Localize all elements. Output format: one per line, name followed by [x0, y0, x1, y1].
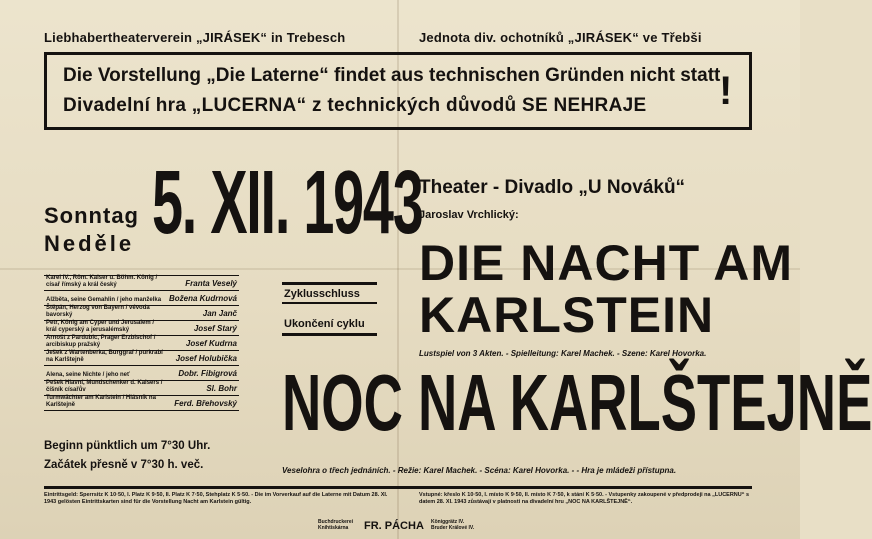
cast-actor: Božena Kudrnová	[168, 294, 237, 303]
cast-row	[44, 275, 239, 290]
cast-role: Alžběta, seine Gemahlin / jeho manželka	[46, 296, 162, 303]
performance-date: 5. XII. 1943	[152, 153, 423, 253]
printer-name: FR. PÁCHA	[364, 520, 424, 532]
header-left: Liebhabertheaterverein „JIRÁSEK“ in Trebesch	[44, 30, 346, 45]
day-czech: Neděle	[44, 231, 135, 256]
cast-actor: Josef Starý	[193, 324, 237, 333]
theater-name: Theater - Divadlo „U Nováků“	[419, 177, 686, 198]
begin-time-czech: Začátek přesně v 7°30 h. več.	[44, 459, 204, 471]
cast-actor: Dobr. Fibigrová	[178, 369, 237, 378]
play-title-german-2: KARLSTEIN	[419, 287, 715, 343]
cast-actor: Josef Kudrna	[185, 339, 237, 348]
printer-city-1: Königgrätz IV.	[431, 519, 465, 525]
cast-role: Alena, seine Nichte / jeho neť	[46, 371, 130, 378]
credits-czech: Veselohra o třech jednáních. - Režie: Karel Machek. - Scéna: Karel Hovorka. - - Hra je mládeži přístupna.	[282, 466, 677, 475]
cycle-rule-top	[282, 282, 377, 285]
author: Jaroslav Vrchlický:	[419, 209, 519, 221]
printer-label-2: Knihtiskárna	[318, 525, 349, 531]
exclamation-mark: !	[719, 69, 733, 113]
notice-czech: Divadelní hra „LUCERNA“ z technických důvodů SE NEHRAJE	[63, 95, 647, 116]
cast-actor: Franta Veselý	[185, 279, 237, 288]
cycle-end-german: Zyklusschluss	[284, 288, 360, 300]
header-right: Jednota div. ochotníků „JIRÁSEK“ ve Třebši	[419, 30, 702, 45]
footer-rule	[44, 486, 752, 489]
cast-row	[44, 320, 239, 335]
ticket-prices-czech: Vstupné: křeslo K 10·50, I. místo K 9·50, II. místo K 7·50, k stání K 5·50. - Vstupenky zakoupené v předprodeji na „LUCERNU“ s datem 28. XI. 1943 zůstávají v platnosti na divadelní hru „NOC NA KARLŠTEJNĚ“.	[419, 492, 750, 505]
cast-role: Petr, König am Cyper und Jerusalem / král cyperský a jerusalémský	[46, 320, 155, 333]
cycle-end-czech: Ukončení cyklu	[284, 318, 365, 330]
cast-list	[44, 275, 239, 411]
cast-row	[44, 395, 239, 410]
ticket-prices-german: Eintrittsgeld: Sperrsitz K 10·50, I. Platz K 9·50, II. Platz K 7·50, Stehplatz K 5·50. - Die im Vorverkauf auf die Laterne mit Datum 28. XI. 1943 gelösten Eintrittskarten sind für die Vorstellung Nacht am Karlstein gültig.	[44, 492, 388, 505]
cast-role: Karel IV., Röm. Kaiser u. Böhm. König / císař římský a král český	[46, 275, 158, 288]
cast-actor: Jan Janč	[202, 309, 237, 318]
begin-time-german: Beginn pünktlich um 7°30 Uhr.	[44, 440, 211, 452]
cast-actor: Josef Holubička	[175, 354, 237, 363]
cycle-rule-bottom	[282, 333, 377, 336]
cast-role: Ješek z Wartenberka, Burggraf / purkrabí na Karlštejně	[46, 350, 163, 363]
cast-role: Pešek Hlavní, Mundschenker d. Kaisers / číšník císařův	[46, 380, 163, 393]
printer-label-1: Buchdruckerei	[318, 519, 354, 525]
cast-row	[44, 335, 239, 350]
cast-actor: Ferd. Břehovský	[174, 399, 237, 408]
cast-actor: Sl. Bohr	[206, 384, 237, 393]
cast-row	[44, 380, 239, 395]
cycle-rule-mid	[282, 302, 377, 304]
cast-role: Štěpán, Herzog von Bayern / vévoda bavorský	[46, 305, 150, 318]
cast-row	[44, 305, 239, 320]
cast-role: Turmwächter am Karlstein / Hlásník na Karlštejně	[46, 395, 156, 408]
cast-row	[44, 290, 239, 305]
notice-german: Die Vorstellung „Die Laterne“ findet aus technischen Gründen nicht statt	[63, 65, 721, 86]
printer-city-2: Bruder Králové IV.	[431, 525, 475, 531]
day-german: Sonntag	[44, 203, 139, 228]
cast-row	[44, 365, 239, 380]
play-title-czech: NOC NA KARLŠTEJNĚ	[282, 358, 872, 447]
credits-german: Lustspiel von 3 Akten. - Spielleitung: Karel Machek. - Szene: Karel Hovorka.	[419, 349, 707, 358]
cast-role: Arnošt z Pardubic, Prager Erzbischof / arcibiskup pražský	[46, 335, 156, 348]
cast-row	[44, 350, 239, 365]
cancellation-notice-box	[44, 52, 752, 130]
cast-list-bottom-rule	[44, 410, 239, 411]
play-title-german-1: DIE NACHT AM	[419, 235, 794, 291]
